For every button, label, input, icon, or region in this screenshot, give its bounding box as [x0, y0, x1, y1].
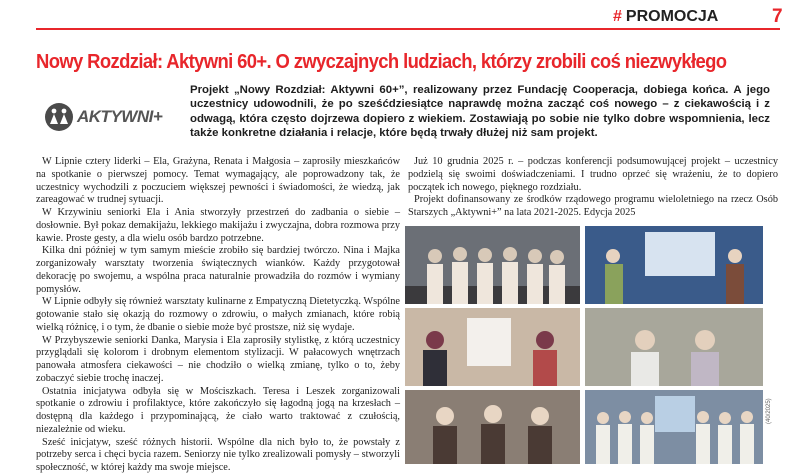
paragraph: Sześć inicjatyw, sześć różnych historii. Wspólne dla nich było to, że powstały z potrzeby serca i chęci bycia razem. Seniorzy nie tylko zrealizowali pomysły – stworzyli społeczność, w której każdy ma swoje miejsce. — [36, 436, 400, 473]
paragraph: W Lipnie cztery liderki – Ela, Grażyna, Renata i Małgosia – zaprosiły mieszkańców na spotkanie o pierwszej pomocy. Temat wymagający, ale poprowadzony tak, że uczestnicy wychodzili z poczuciem większej pewności i świadomości, że wiedzą, jak zareagować w trudnej sytuacji. — [36, 156, 400, 206]
group-photo-stage — [405, 226, 580, 304]
section-label — [613, 8, 718, 26]
photo-grid — [405, 226, 763, 464]
workshop-photo — [405, 308, 580, 386]
paragraph: Projekt dofinansowany ze środków rządowego programu wieloletniego na rzecz Osób Starszych „Aktywni+” na lata 2021-2025. Edycja 2025 — [408, 194, 778, 218]
body-column-right — [408, 156, 778, 220]
section-header-bar — [36, 6, 783, 30]
paragraph: W Krzywiniu seniorki Ela i Ania stworzyły przestrzeń do zadbania o siebie – dosłownie. Był pokaz demakijażu, lekkiego makijażu i zwyczajna, dobra rozmowa przy kawie. Proste gesty, a dla wielu osób bardzo potrzebne. — [36, 207, 400, 244]
paragraph: Kilka dni później w tym samym mieście zrobiło się bardziej twórczo. Nina i Majka zorganizowały warsztaty tworzenia świątecznych wianków. Każdy przygotował dekorację po swojemu, a wspólna praca naturalnie prowadziła do rozmów i wymiany pomysłów. — [36, 245, 400, 295]
hash-mark: # — [613, 8, 622, 25]
paragraph: Ostatnia inicjatywa odbyła się w Mościszkach. Teresa i Leszek zorganizowali spotkanie o zdrowiu i profilaktyce, które zakończyło się łagodną jogą na krzesłach – dostępną dla każdego i przypominającą, że ciało warto traktować z czułością, niezależnie od wieku. — [36, 385, 400, 435]
presentation-photo — [585, 226, 763, 304]
article-lead: Projekt „Nowy Rozdział: Aktywni 60+”, realizowany przez Fundację Cooperacja, dobiega końca. A jego uczestnicy udowodnili, że po sześćdziesiątce naprawdę można zacząć coś nowego – z ciekawością i z odwagą, która często dojrzewa dopiero z wiekiem. Zostawiają po sobie nie tylko dobre wspomnienia, lecz także konkretne działania i relacje, które będą trwały dłużej niż sam projekt. — [190, 84, 770, 139]
paragraph: W Przybyszewie seniorki Danka, Marysia i Ela zaprosiły stylistkę, z którą uczestnicy przyglądali się kolorom i drobnym elementom stylizacji. W pałacowych wnętrzach panowała atmosfera ciekawości – nie chodziło o wielką zmianę, tylko o to, żeby zobaczyć siebie trochę inaczej. — [36, 334, 400, 384]
seniors-portrait-photo — [585, 308, 763, 386]
page-number: 7 — [772, 6, 783, 27]
people-circle-icon — [44, 102, 74, 132]
reference-code: (40/2025) — [766, 398, 772, 424]
meeting-photo — [405, 390, 580, 464]
logo-wordmark: AKTYWNI+ — [77, 107, 163, 126]
aktywni-logo — [44, 97, 178, 137]
paragraph: W Lipnie odbyły się również warsztaty kulinarne z Empatyczną Dietetyczką. Wspólne gotowanie stało się okazją do rozmowy o zdrowiu, o małych zmianach, które robią wielką różnicę, i o tym, że dbanie o siebie może być prostsze, niż się wydaje. — [36, 296, 400, 333]
conference-photo — [585, 390, 763, 464]
section-name: PROMOCJA — [625, 8, 719, 25]
article-headline: Nowy Rozdział: Aktywni 60+. O zwyczajnych ludziach, którzy zrobili coś niezwykłego — [36, 50, 727, 73]
body-column-left — [36, 156, 400, 475]
paragraph: Już 10 grudnia 2025 r. – podczas konferencji podsumowującej projekt – uczestnicy podzielą się swoimi doświadczeniami. I trudno oprzeć się wrażeniu, że to dopiero początek ich nowego, pięknego rozdziału. — [408, 156, 778, 193]
